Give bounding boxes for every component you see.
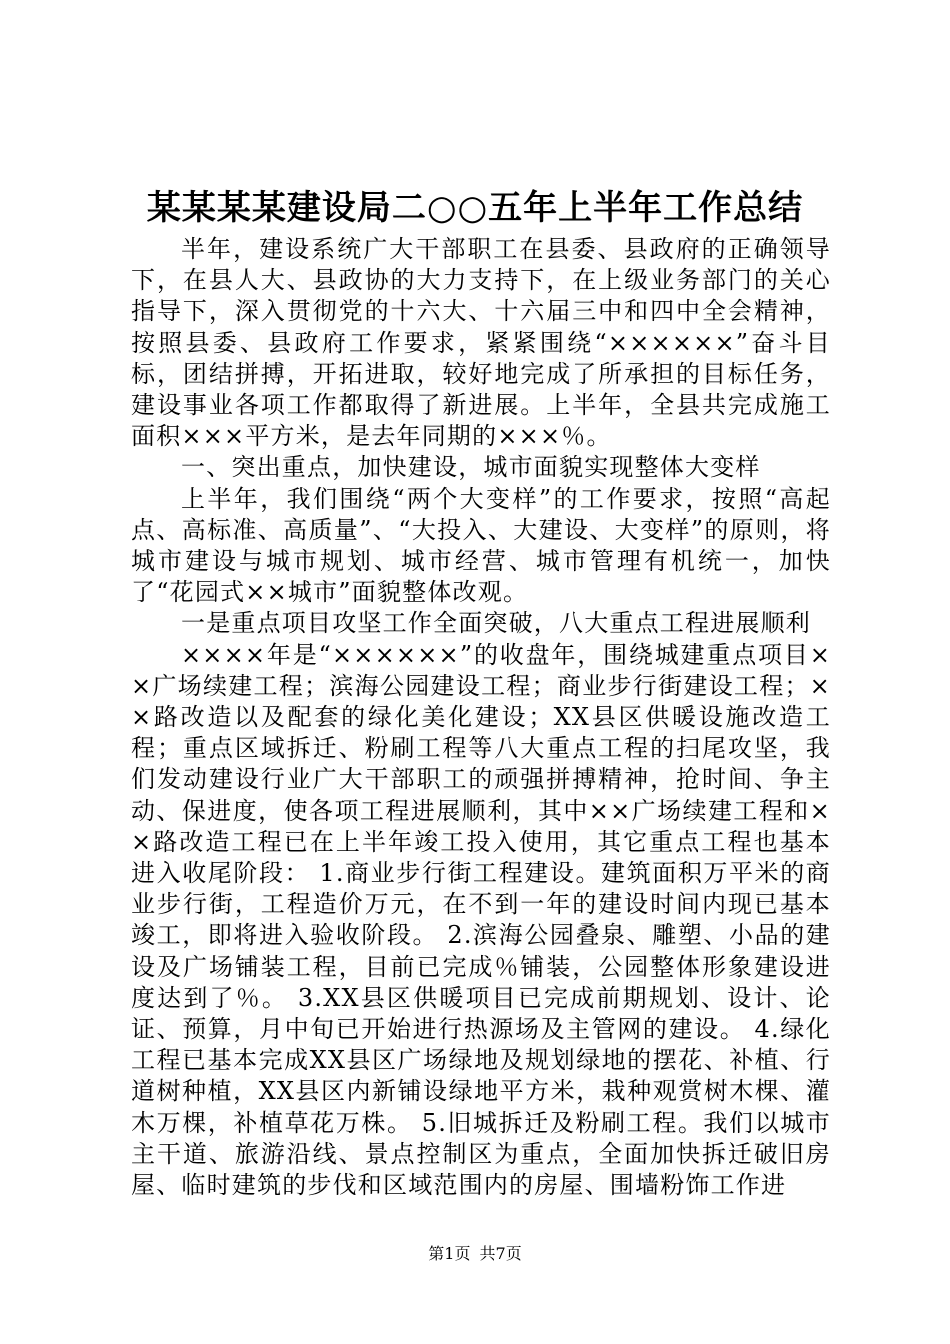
section-heading-1: 一、突出重点，加快建设，城市面貌实现整体大变样: [181, 453, 761, 482]
paragraph-projects: ××××年是“××××××”的收盘年，围绕城建重点项目××广场续建工程；滨海公园建设工程；商业步行街建设工程；××路改造以及配套的绿化美化建设；XX县区供暖设施改造工程；重点区域拆迁、粉刷工程等八大重点工程的扫尾攻坚，我们发动建设行业广大干部职工的顽强拼搏精神，抢时间、争主动、保进度，使各项工程进展顺利，其中××广场续建工程和××路改造工程已在上半年竣工投入使用，其它重点工程也基本进入收尾阶段： 1.商业步行街工程建设。建筑面积万平米的商业步行街，工程造价万元，在不到一年的建设时间内现已基本竣工，即将进入验收阶段。 2.滨海公园叠泉、雕塑、小品的建设及广场铺装工程，目前已完成％铺装，公园整体形象建设进度达到了％。 3.XX县区供暖项目已完成前期规划、设计、论证、预算，月中旬已开始进行热源场及主管网的建设。 4.绿化工程已基本完成XX县区广场绿地及规划绿地的摆花、补植、行道树种植，XX县区内新铺设绿地平方米，栽种观赏树木棵、灌木万棵，补植草花万株。 5.旧城拆迁及粉刷工程。我们以城市主干道、旅游沿线、景点控制区为重点，全面加快拆迁破旧房屋、临时建筑的步伐和区域范围内的房屋、围墙粉饰工作进: [131, 640, 831, 1200]
document-body: [131, 234, 831, 1201]
subsection-heading-1: 一是重点项目攻坚工作全面突破，八大重点工程进展顺利: [181, 609, 811, 638]
paragraph-section-1: 上半年，我们围绕“两个大变样”的工作要求，按照“高起点、高标准、高质量”、“大投入、大建设、大变样”的原则，将城市建设与城市规划、城市经营、城市管理有机统一，加快了“花园式××城市”面貌整体改观。: [131, 484, 831, 607]
paragraph-intro: 半年，建设系统广大干部职工在县委、县政府的正确领导下，在县人大、县政协的大力支持下，在上级业务部门的关心指导下，深入贯彻党的十六大、十六届三中和四中全会精神，按照县委、县政府工作要求，紧紧围绕“××××××”奋斗目标，团结拼搏，开拓进取，较好地完成了所承担的目标任务，建设事业各项工作都取得了新进展。上半年，全县共完成施工面积×××平方米，是去年同期的×××％。: [131, 235, 831, 451]
document-title: 某某某某建设局二○○五年上半年工作总结: [146, 188, 804, 228]
page-footer: [0, 1244, 950, 1264]
page-total: 共7页: [479, 1244, 522, 1263]
page-number: 第1页: [428, 1244, 471, 1263]
